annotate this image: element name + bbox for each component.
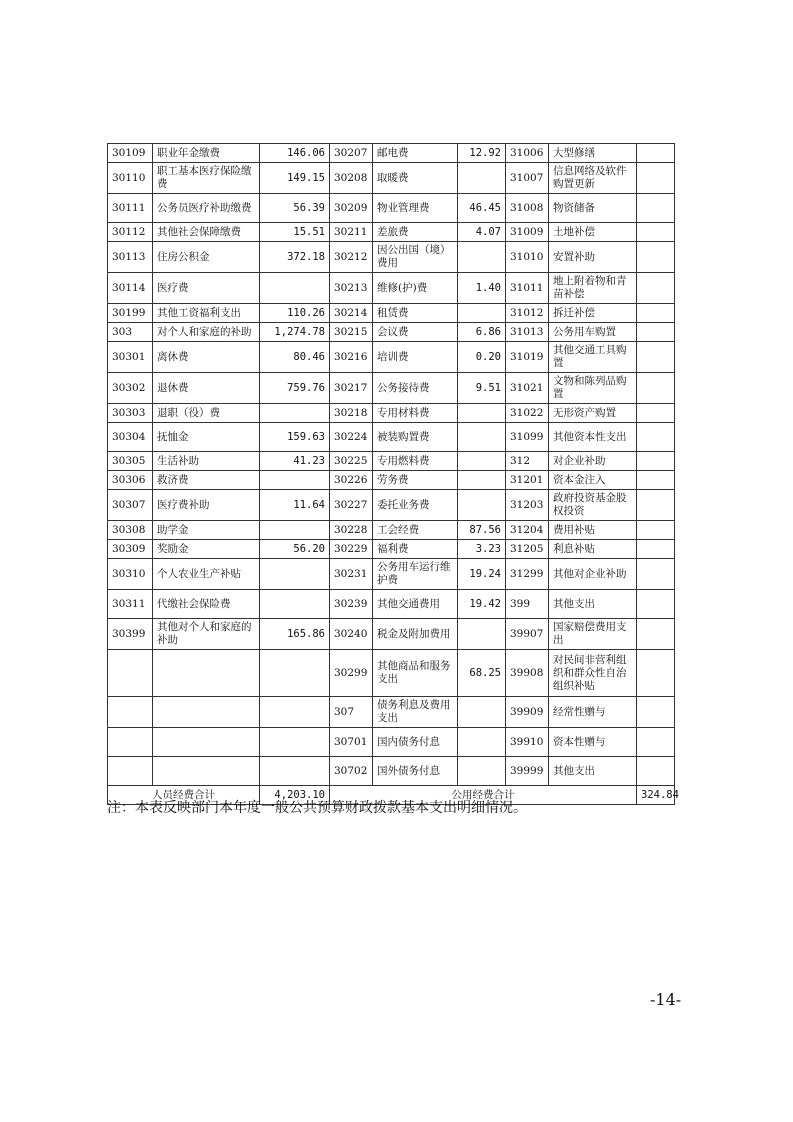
personnel-total-label: 人员经费合计 [108,786,260,805]
code-cell: 31011 [506,273,549,304]
table-row [108,304,675,323]
page-number: -14- [650,990,682,1009]
amount-cell: 80.46 [260,342,330,373]
code-cell: 39999 [506,757,549,786]
name-cell: 国外债务付息 [373,757,458,786]
amount-cell [637,452,675,471]
amount-cell [260,404,330,423]
amount-cell: 11.64 [260,490,330,521]
amount-cell [637,490,675,521]
code-cell: 31022 [506,404,549,423]
code-cell: 30701 [330,728,373,757]
amount-cell [637,342,675,373]
code-cell: 30213 [330,273,373,304]
name-cell: 对民间非营利组织和群众性自治组织补贴 [549,650,637,697]
amount-cell: 149.15 [260,163,330,194]
code-cell: 30228 [330,521,373,540]
name-cell: 代缴社会保险费 [153,590,260,619]
code-cell: 30207 [330,144,373,163]
amount-cell: 0.20 [458,342,506,373]
amount-cell [260,728,330,757]
code-cell: 30302 [108,373,153,404]
code-cell: 30305 [108,452,153,471]
name-cell: 其他支出 [549,757,637,786]
code-cell: 30226 [330,471,373,490]
code-cell: 31008 [506,194,549,223]
amount-cell [458,728,506,757]
amount-cell [458,490,506,521]
amount-cell: 46.45 [458,194,506,223]
name-cell: 住房公积金 [153,242,260,273]
code-cell: 30216 [330,342,373,373]
code-cell: 30215 [330,323,373,342]
name-cell: 税金及附加费用 [373,619,458,650]
name-cell: 抚恤金 [153,423,260,452]
name-cell: 利息补贴 [549,540,637,559]
code-cell: 30111 [108,194,153,223]
amount-cell [637,619,675,650]
code-cell: 31203 [506,490,549,521]
name-cell: 退休费 [153,373,260,404]
table-row [108,728,675,757]
amount-cell [458,304,506,323]
amount-cell [637,697,675,728]
amount-cell [637,757,675,786]
table-body [108,144,675,786]
name-cell: 工会经费 [373,521,458,540]
amount-cell [458,452,506,471]
amount-cell [637,404,675,423]
table-row [108,273,675,304]
name-cell: 被装购置费 [373,423,458,452]
amount-cell: 1,274.78 [260,323,330,342]
name-cell: 经常性赠与 [549,697,637,728]
amount-cell [458,619,506,650]
name-cell [153,650,260,697]
table-row [108,471,675,490]
amount-cell: 56.39 [260,194,330,223]
amount-cell [458,423,506,452]
amount-cell: 19.42 [458,590,506,619]
table-row [108,194,675,223]
amount-cell [458,242,506,273]
code-cell: 30307 [108,490,153,521]
amount-cell [637,728,675,757]
code-cell [108,650,153,697]
amount-cell [458,404,506,423]
amount-cell [637,590,675,619]
name-cell: 专用材料费 [373,404,458,423]
code-cell: 303 [108,323,153,342]
name-cell: 地上附着物和青苗补偿 [549,273,637,304]
name-cell: 邮电费 [373,144,458,163]
code-cell: 30211 [330,223,373,242]
amount-cell [637,540,675,559]
code-cell: 30303 [108,404,153,423]
code-cell: 31010 [506,242,549,273]
amount-cell: 9.51 [458,373,506,404]
amount-cell [260,590,330,619]
table-row [108,144,675,163]
amount-cell [637,242,675,273]
name-cell: 对企业补助 [549,452,637,471]
name-cell: 物资储备 [549,194,637,223]
code-cell: 31201 [506,471,549,490]
code-cell: 30214 [330,304,373,323]
code-cell: 30240 [330,619,373,650]
name-cell: 费用补贴 [549,521,637,540]
name-cell: 租赁费 [373,304,458,323]
name-cell: 医疗费 [153,273,260,304]
name-cell: 公务用车购置 [549,323,637,342]
amount-cell: 759.76 [260,373,330,404]
name-cell: 资本性赠与 [549,728,637,757]
table-row [108,223,675,242]
name-cell: 资本金注入 [549,471,637,490]
name-cell: 债务利息及费用支出 [373,697,458,728]
code-cell: 30231 [330,559,373,590]
amount-cell [637,194,675,223]
name-cell [153,728,260,757]
code-cell: 30299 [330,650,373,697]
code-cell: 31009 [506,223,549,242]
amount-cell [260,471,330,490]
amount-cell [260,273,330,304]
name-cell: 国内债务付息 [373,728,458,757]
name-cell: 奖励金 [153,540,260,559]
amount-cell [260,757,330,786]
code-cell: 31099 [506,423,549,452]
name-cell: 公务员医疗补助缴费 [153,194,260,223]
table-row [108,404,675,423]
code-cell: 31205 [506,540,549,559]
code-cell: 31299 [506,559,549,590]
amount-cell [637,163,675,194]
name-cell: 救济费 [153,471,260,490]
amount-cell: 12.92 [458,144,506,163]
code-cell: 30227 [330,490,373,521]
name-cell [153,697,260,728]
code-cell: 39908 [506,650,549,697]
name-cell: 委托业务费 [373,490,458,521]
amount-cell: 159.63 [260,423,330,452]
code-cell [108,697,153,728]
name-cell: 个人农业生产补贴 [153,559,260,590]
amount-cell [458,757,506,786]
table-row [108,521,675,540]
amount-cell [637,373,675,404]
code-cell: 31013 [506,323,549,342]
name-cell: 其他交通费用 [373,590,458,619]
code-cell: 30399 [108,619,153,650]
name-cell: 其他交通工具购置 [549,342,637,373]
name-cell: 其他对个人和家庭的补助 [153,619,260,650]
name-cell: 对个人和家庭的补助 [153,323,260,342]
name-cell: 无形资产购置 [549,404,637,423]
amount-cell: 372.18 [260,242,330,273]
amount-cell: 41.23 [260,452,330,471]
table-row [108,757,675,786]
name-cell: 取暖费 [373,163,458,194]
amount-cell [637,650,675,697]
table-note: 注：本表反映部门本年度一般公共预算财政拨款基本支出明细情况。 [107,800,527,816]
code-cell: 30208 [330,163,373,194]
amount-cell: 4.07 [458,223,506,242]
code-cell: 307 [330,697,373,728]
amount-cell [637,223,675,242]
code-cell: 39909 [506,697,549,728]
name-cell: 其他资本性支出 [549,423,637,452]
amount-cell [637,323,675,342]
name-cell: 土地补偿 [549,223,637,242]
amount-cell: 165.86 [260,619,330,650]
name-cell: 职工基本医疗保险缴费 [153,163,260,194]
code-cell: 399 [506,590,549,619]
table-row [108,619,675,650]
amount-cell [458,471,506,490]
code-cell: 30217 [330,373,373,404]
name-cell: 政府投资基金股权投资 [549,490,637,521]
name-cell: 助学金 [153,521,260,540]
code-cell: 30308 [108,521,153,540]
table-row [108,490,675,521]
public-total-value: 324.84 [637,786,675,805]
code-cell: 30209 [330,194,373,223]
code-cell: 30306 [108,471,153,490]
amount-cell [637,559,675,590]
amount-cell: 110.26 [260,304,330,323]
amount-cell: 146.06 [260,144,330,163]
budget-detail-table [107,143,679,805]
table-row [108,452,675,471]
amount-cell [260,559,330,590]
amount-cell: 87.56 [458,521,506,540]
name-cell: 物业管理费 [373,194,458,223]
code-cell: 31006 [506,144,549,163]
table-row [108,540,675,559]
amount-cell: 19.24 [458,559,506,590]
name-cell: 其他对企业补助 [549,559,637,590]
table-row [108,423,675,452]
code-cell: 312 [506,452,549,471]
table-row [108,242,675,273]
name-cell: 信息网络及软件购置更新 [549,163,637,194]
code-cell: 31021 [506,373,549,404]
personnel-total-value: 4,203.10 [260,786,330,805]
table-row [108,650,675,697]
amount-cell: 56.20 [260,540,330,559]
amount-cell [637,304,675,323]
name-cell: 公务接待费 [373,373,458,404]
code-cell: 30218 [330,404,373,423]
name-cell: 其他支出 [549,590,637,619]
code-cell: 30309 [108,540,153,559]
table-row [108,342,675,373]
code-cell: 31019 [506,342,549,373]
code-cell: 30301 [108,342,153,373]
amount-cell: 6.86 [458,323,506,342]
code-cell: 30113 [108,242,153,273]
code-cell: 30702 [330,757,373,786]
code-cell: 30212 [330,242,373,273]
table-row [108,590,675,619]
name-cell: 离休费 [153,342,260,373]
table-row [108,163,675,194]
name-cell: 其他商品和服务支出 [373,650,458,697]
name-cell: 生活补助 [153,452,260,471]
amount-cell [260,650,330,697]
name-cell: 安置补助 [549,242,637,273]
name-cell: 退职（役）费 [153,404,260,423]
code-cell: 30229 [330,540,373,559]
name-cell: 福利费 [373,540,458,559]
code-cell: 30311 [108,590,153,619]
amount-cell: 68.25 [458,650,506,697]
code-cell [108,757,153,786]
amount-cell: 15.51 [260,223,330,242]
code-cell: 30310 [108,559,153,590]
table-row [108,697,675,728]
name-cell: 其他社会保障缴费 [153,223,260,242]
amount-cell [458,697,506,728]
amount-cell: 3.23 [458,540,506,559]
table-row [108,373,675,404]
code-cell: 30114 [108,273,153,304]
name-cell: 国家赔偿费用支出 [549,619,637,650]
table-row [108,323,675,342]
name-cell: 专用燃料费 [373,452,458,471]
name-cell: 因公出国（境）费用 [373,242,458,273]
code-cell: 30304 [108,423,153,452]
amount-cell [637,423,675,452]
name-cell: 差旅费 [373,223,458,242]
code-cell: 30109 [108,144,153,163]
code-cell: 31204 [506,521,549,540]
table-row [108,559,675,590]
code-cell [108,728,153,757]
code-cell: 30112 [108,223,153,242]
name-cell: 劳务费 [373,471,458,490]
amount-cell [637,273,675,304]
code-cell: 39910 [506,728,549,757]
name-cell: 培训费 [373,342,458,373]
code-cell: 31012 [506,304,549,323]
name-cell: 维修(护)费 [373,273,458,304]
amount-cell [637,471,675,490]
name-cell: 医疗费补助 [153,490,260,521]
code-cell: 30239 [330,590,373,619]
code-cell: 30224 [330,423,373,452]
amount-cell [260,697,330,728]
name-cell [153,757,260,786]
code-cell: 31007 [506,163,549,194]
amount-cell [637,144,675,163]
amount-cell [260,521,330,540]
code-cell: 39907 [506,619,549,650]
name-cell: 拆迁补偿 [549,304,637,323]
name-cell: 文物和陈列品购置 [549,373,637,404]
amount-cell [637,521,675,540]
name-cell: 职业年金缴费 [153,144,260,163]
name-cell: 其他工资福利支出 [153,304,260,323]
name-cell: 公务用车运行维护费 [373,559,458,590]
public-total-label: 公用经费合计 [330,786,637,805]
name-cell: 大型修缮 [549,144,637,163]
name-cell: 会议费 [373,323,458,342]
code-cell: 30110 [108,163,153,194]
code-cell: 30225 [330,452,373,471]
amount-cell [458,163,506,194]
code-cell: 30199 [108,304,153,323]
amount-cell: 1.40 [458,273,506,304]
